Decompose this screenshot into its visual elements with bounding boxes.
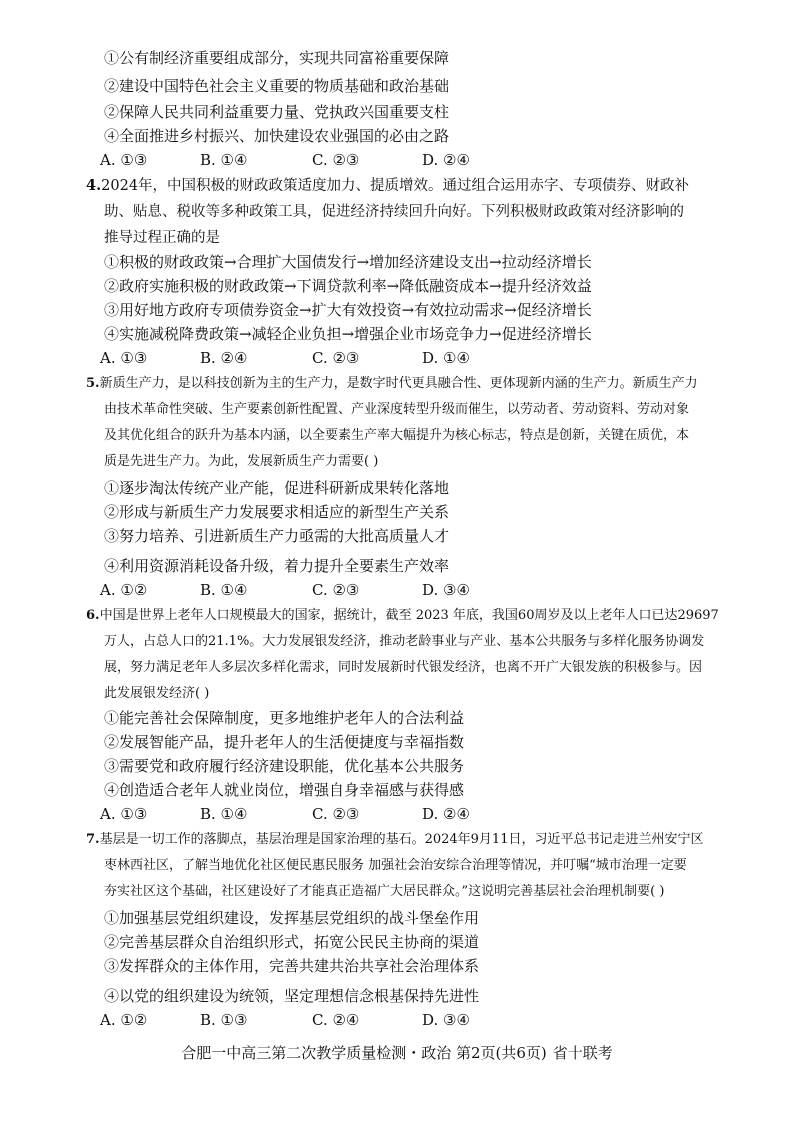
q3-item-3: ②保障人民共同利益重要力量、党执政兴国重要支柱 (104, 103, 450, 121)
choice-b: B. ①③ (200, 1011, 248, 1029)
q4-item-4: ④实施减税降费政策→减轻企业负担→增强企业市场竞争力→促进经济增长 (104, 325, 592, 343)
q7-item-2: ②完善基层群众自治组织形式，拓宽公民民主协商的渠道 (104, 933, 480, 951)
q6-number: 6. (86, 608, 100, 623)
q5-item-1: ①逐步淘汰传统产业产能，促进科研新成果转化落地 (104, 479, 450, 497)
q6-item-1: ①能完善社会保障制度，更多地维护老年人的合法利益 (104, 709, 465, 727)
choice-c: C. ②④ (312, 1011, 360, 1029)
q4-item-2: ②政府实施积极的财政政策→下调贷款利率→降低融资成本→提升经济效益 (104, 277, 592, 295)
q4-stem-line-3: 推导过程正确的是 (104, 230, 220, 246)
choice-b: B. ①④ (200, 151, 248, 169)
choice-a: A. ①③ (100, 349, 148, 367)
q5-item-2: ②形成与新质生产力发展要求相适应的新型生产关系 (104, 503, 450, 521)
choice-b: B. ①④ (200, 805, 248, 823)
q7-stem-line-3: 夯实社区这个基础，社区建设好了才能真正造福广大居民群众。”这说明完善基层社会治理机制要( ) (104, 884, 665, 899)
footer-right: 省十联考 (552, 1044, 613, 1062)
q5-stem-line-1: 5.新质生产力，是以科技创新为主的生产力，是数字时代更具融合性、更体现新内涵的生产力。新质生产力 (86, 376, 698, 391)
q3-item-4: ④全面推进乡村振兴、加快建设农业强国的必由之路 (104, 127, 450, 145)
choice-c: C. ②③ (312, 581, 360, 599)
q4-item-1: ①积极的财政政策→合理扩大国债发行→增加经济建设支出→拉动经济增长 (104, 253, 592, 271)
q7-choices (100, 1010, 502, 1030)
q3-item-1: ①公有制经济重要组成部分，实现共同富裕重要保障 (104, 49, 450, 67)
q5-choices (100, 580, 502, 600)
choice-d: D. ③④ (422, 1011, 470, 1029)
q4-stem-line-1: 4.2024年，中国积极的财政政策适度加力、提质增效。通过组合运用赤字、专项债券、财政补 (86, 177, 690, 194)
q5-stem-line-4: 质是先进生产力。为此，发展新质生产力需要( ) (104, 454, 379, 469)
q4-stem-line-2: 助、贴息、税收等多种政策工具，促进经济持续回升向好。下列积极财政政策对经济影响的 (104, 204, 684, 220)
q6-stem-line-1: 6.中国是世界上老年人口规模最大的国家，据统计，截至 2023 年底，我国60周岁及以上老年人口已达29697 (86, 608, 719, 623)
q6-stem-line-4: 此发展银发经济( ) (104, 686, 210, 701)
q3-choices (100, 150, 502, 170)
q5-item-4: ④利用资源消耗设备升级，着力提升全要素生产效率 (104, 557, 450, 575)
choice-c: C. ②③ (312, 805, 360, 823)
q7-item-1: ①加强基层党组织建设，发挥基层党组织的战斗堡垒作用 (104, 909, 480, 927)
q6-choices (100, 804, 502, 824)
q5-item-3: ③努力培养、引进新质生产力亟需的大批高质量人才 (104, 527, 450, 545)
q4-choices (100, 348, 502, 368)
page-footer (0, 1042, 794, 1064)
q7-item-4: ④以党的组织建设为统领，坚定理想信念根基保持先进性 (104, 987, 480, 1005)
choice-d: D. ②④ (422, 805, 470, 823)
q7-item-3: ③发挥群众的主体作用，完善共建共治共享社会治理体系 (104, 957, 480, 975)
q5-stem-line-3: 及其优化组合的跃升为基本内涵，以全要素生产率大幅提升为核心标志，特点是创新，关键在质优，本 (104, 428, 690, 443)
q4-item-3: ③用好地方政府专项债券资金→扩大有效投资→有效拉动需求→促经济增长 (104, 301, 592, 319)
choice-d: D. ②④ (422, 151, 470, 169)
footer-text: 合肥一中高三第二次教学质量检测・政治 第2页(共6页) (181, 1044, 547, 1062)
q6-stem-line-3: 展，努力满足老年人多层次多样化需求，同时发展新时代银发经济，也离不开广大银发族的积极参与。因 (104, 660, 703, 675)
choice-d: D. ①④ (422, 349, 470, 367)
q7-stem-line-2: 枣林西社区，了解当地优化社区便民惠民服务 加强社会治安综合治理等情况，并叮嘱“城市治理一定要 (104, 858, 687, 873)
q4-number: 4. (86, 177, 102, 194)
q7-number: 7. (86, 832, 100, 847)
choice-b: B. ①④ (200, 581, 248, 599)
q5-stem-line-2: 由技术革命性突破、生产要素创新性配置、产业深度转型升级而催生，以劳动者、劳动资料、劳动对象 (104, 402, 690, 417)
q7-stem-line-1: 7.基层是一切工作的落脚点，基层治理是国家治理的基石。2024年9月11日，习近平总书记走进兰州安宁区 (86, 832, 704, 847)
choice-d: D. ③④ (422, 581, 470, 599)
q3-item-2: ②建设中国特色社会主义重要的物质基础和政治基础 (104, 77, 450, 95)
choice-a: A. ①③ (100, 151, 148, 169)
q6-item-4: ④创造适合老年人就业岗位，增强自身幸福感与获得感 (104, 781, 465, 799)
choice-a: A. ①② (100, 1011, 148, 1029)
choice-c: C. ②③ (312, 151, 360, 169)
choice-a: A. ①② (100, 581, 148, 599)
q6-item-3: ③需要党和政府履行经济建设职能，优化基本公共服务 (104, 757, 465, 775)
q6-item-2: ②发展智能产品，提升老年人的生活便捷度与幸福指数 (104, 733, 465, 751)
choice-c: C. ②③ (312, 349, 360, 367)
choice-b: B. ②④ (200, 349, 248, 367)
choice-a: A. ①③ (100, 805, 148, 823)
q5-number: 5. (86, 376, 100, 391)
q6-stem-line-2: 万人，占总人口的21.1%。大力发展银发经济，推动老龄事业与产业、基本公共服务与多样化服务协调发 (104, 634, 705, 649)
